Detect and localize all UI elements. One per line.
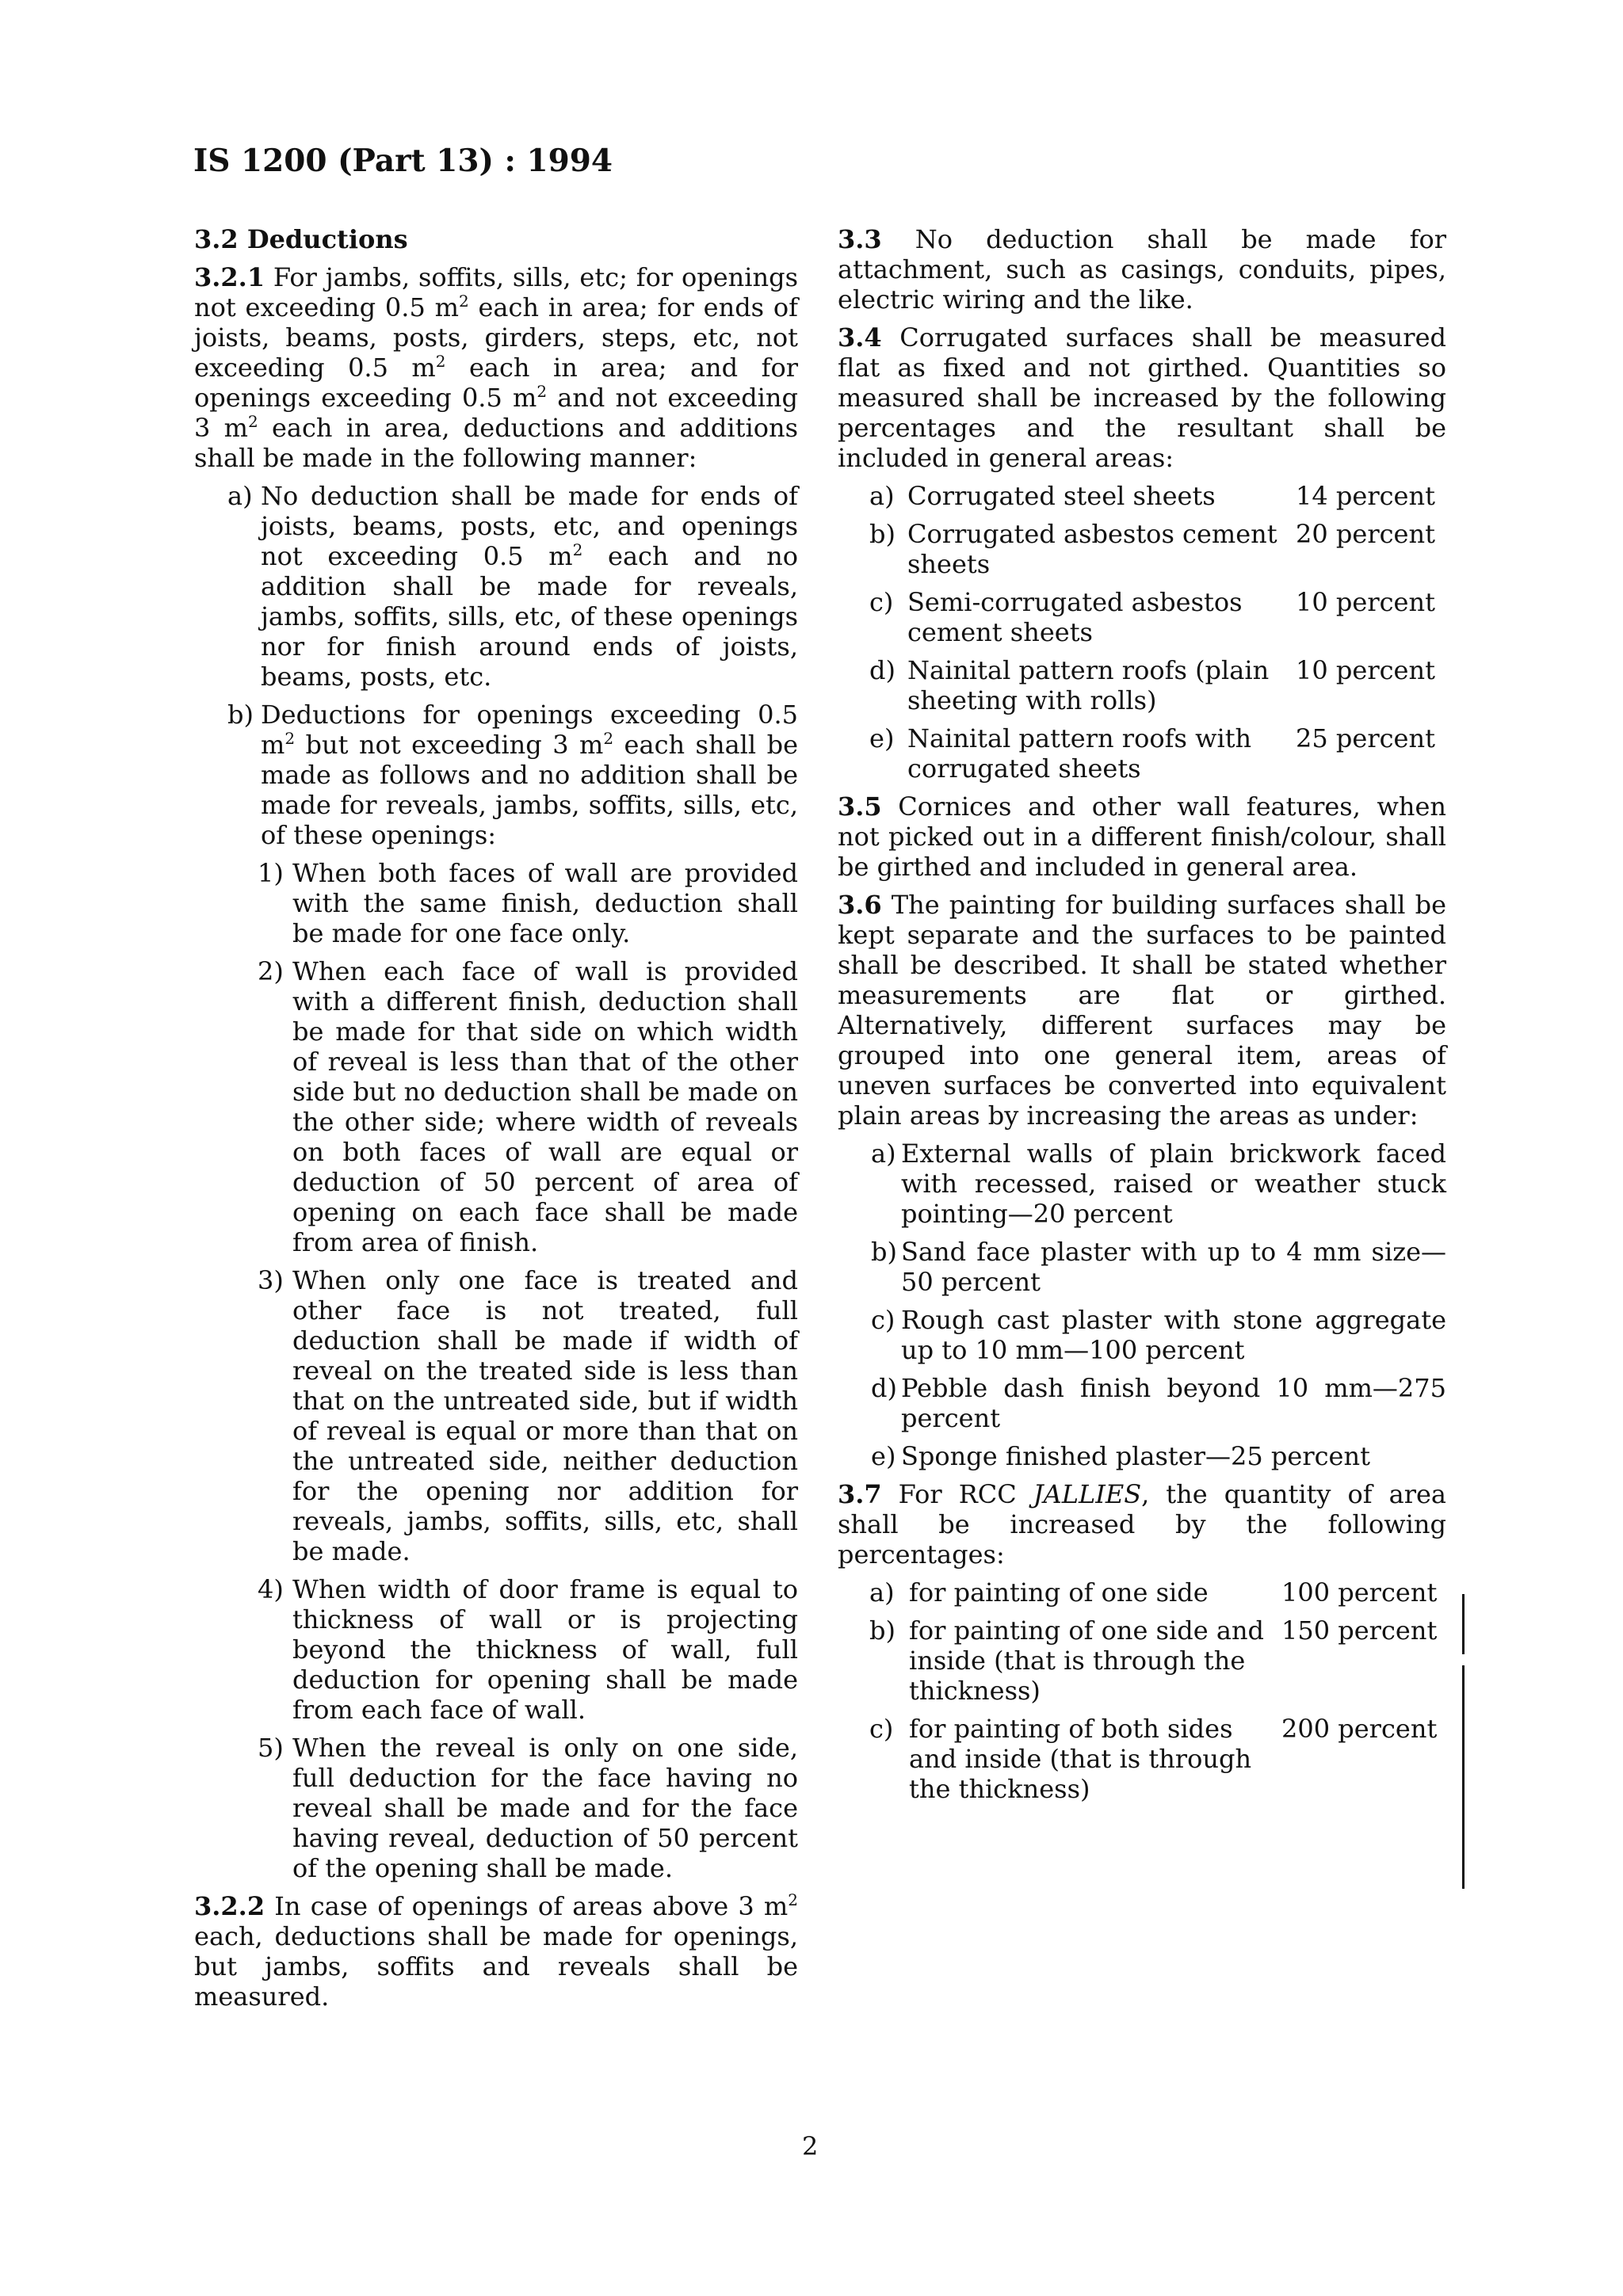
table-row [869,481,1446,511]
table-row [869,519,1446,579]
row-label: e) [869,723,895,753]
right-column [838,224,1446,1812]
list-item [871,1237,1446,1297]
list-item-a [227,481,798,692]
clause-number: 3.2.2 [194,1891,265,1921]
row-percentage: 25 percent [1296,723,1435,753]
sub-list-text: When width of door frame is equal to thickness of wall or is projecting beyond the thickness of wall, full deduction for opening shall be made from each face of wall. [292,1574,798,1725]
clause-3-7: 3.7 For RCC JALLIES, the quantity of area shall be increased by the following percentages: [838,1479,1446,1569]
sub-list-label: 2) [258,956,284,986]
table-row [869,587,1446,647]
row-description: Corrugated steel sheets [907,481,1216,511]
clause-3-6: 3.6 The painting for building surfaces shall be kept separate and the surfaces to be painted shall be described. It shall be stated whether measurements are flat or girthed. Alternatively, different surfaces may be grouped into one general item, areas of uneven surfaces be converted into equivalent plain areas by increasing the areas as under: [838,890,1446,1131]
row-percentage: 100 percent [1281,1577,1438,1608]
left-column [194,224,798,2019]
row-label: a) [869,481,895,511]
row-label: b) [869,519,896,549]
sub-list-item [258,1265,798,1566]
table-row [869,1714,1446,1804]
clause-3-4: 3.4 Corrugated surfaces shall be measured flat as fixed and not girthed. Quantities so measured shall be increased by the following percentages and the resultant shall be included in general areas: [838,322,1446,473]
row-label: a) [869,1577,895,1608]
table-row [869,1615,1446,1706]
row-percentage: 20 percent [1296,519,1435,549]
sub-list-item [258,1574,798,1725]
corrugated-percentage-table [869,481,1446,784]
clause-3-3: 3.3 No deduction shall be made for attachment, such as casings, conduits, pipes, electric wiring and the like. [838,224,1446,315]
row-description: Nainital pattern roofs (plain sheeting with rolls) [907,655,1270,715]
row-percentage: 200 percent [1281,1714,1438,1744]
list-label: e) [871,1441,896,1471]
sub-list-label: 3) [258,1265,284,1295]
list-text: Rough cast plaster with stone aggregate up to 10 mm—100 percent [901,1305,1446,1365]
clause-number: 3.2.1 [194,262,265,292]
clause-number: 3.6 [838,890,882,920]
row-percentage: 14 percent [1296,481,1435,511]
list-text: External walls of plain brickwork faced with recessed, raised or weather stuck pointing—20 percent [901,1138,1446,1229]
list-item-b [227,700,798,850]
list-text: Deductions for openings exceeding 0.5 $m^2$ but not exceeding 3 $m^2$ each shall be made as follows and no addition shall be made for reveals, jambs, soffits, sills, etc, of these openings: [261,700,799,850]
list-label: d) [871,1373,897,1403]
clause-number: 3.4 [838,322,882,353]
list-item [871,1305,1446,1365]
row-label: b) [869,1615,896,1646]
list-text: Sand face plaster with up to 4 mm size—50 percent [901,1237,1446,1297]
row-description: for painting of one side [909,1577,1209,1608]
list-label: b) [227,700,254,730]
row-label: c) [869,1714,894,1744]
sub-list-label: 5) [258,1733,284,1763]
list-text: Pebble dash finish beyond 10 mm—275 percent [901,1373,1446,1433]
revision-bar [1462,1594,1465,1654]
list-text: Sponge finished plaster—25 percent [901,1441,1370,1471]
row-label: c) [869,587,894,617]
row-percentage: 10 percent [1296,587,1435,617]
revision-bar [1462,1665,1465,1889]
clause-number: 3.7 [838,1479,882,1509]
sub-list-label: 1) [258,858,284,888]
list-item [871,1441,1446,1471]
table-row [869,723,1446,784]
row-description: Semi-corrugated asbestos cement sheets [907,587,1243,647]
list-item [871,1373,1446,1433]
row-label: d) [869,655,896,685]
row-percentage: 150 percent [1281,1615,1438,1646]
list-text: No deduction shall be made for ends of joists, beams, posts, etc, and openings not exceeding 0.5 $m^2$ each and no addition shall be made for reveals, jambs, soffits, sills, etc, of these openings nor for finish around ends of joists, beams, posts, etc. [261,481,799,692]
row-percentage: 10 percent [1296,655,1435,685]
row-description: Nainital pattern roofs with corrugated sheets [907,723,1252,784]
sub-list-text: When the reveal is only on one side, full deduction for the face having no reveal shall be made and for the face having reveal, deduction of 50 percent of the opening shall be made. [292,1733,798,1883]
table-row [869,655,1446,715]
row-description: Corrugated asbestos cement sheets [907,519,1277,579]
clause-3-2-2: 3.2.2 In case of openings of areas above 3 $m^2$ each, deductions shall be made for openings, but jambs, soffits and reveals shall be measured. [194,1890,798,2012]
jallies-percentage-table [869,1577,1446,1804]
page-number: 2 [802,2131,819,2161]
sub-list-item [258,858,798,948]
standard-title: IS 1200 (Part 13) : 1994 [193,143,613,179]
list-item [871,1138,1446,1229]
list-label: b) [871,1237,897,1267]
sub-list-item [258,1733,798,1883]
sub-list-text: When each face of wall is provided with a different finish, deduction shall be made for that side on which width of reveal is less than that of the other side but no deduction shall be made on the other side; where width of reveals on both faces of wall are equal or deduction of 50 percent of area of opening on each face shall be made from area of finish. [292,956,798,1257]
sub-list-text: When only one face is treated and other face is not treated, full deduction shall be made if width of reveal on the treated side is less than that on the untreated side, but if width of reveal is equal or more than that on the untreated side, neither deduction for the opening nor addition for reveals, jambs, soffits, sills, etc, shall be made. [292,1265,798,1566]
clause-3-5: 3.5 Cornices and other wall features, when not picked out in a different finish/colour, shall be girthed and included in general area. [838,791,1446,882]
sub-list-item [258,956,798,1257]
table-row [869,1577,1446,1608]
list-label: a) [871,1138,896,1169]
row-description: for painting of one side and inside (that is through the thickness) [909,1615,1265,1706]
row-description: for painting of both sides and inside (that is through the thickness) [909,1714,1252,1804]
sub-list-text: When both faces of wall are provided with the same finish, deduction shall be made for one face only. [292,858,798,948]
clause-number: 3.3 [838,224,882,254]
clause-number: 3.5 [838,791,882,822]
list-label: a) [227,481,253,511]
sub-list-label: 4) [258,1574,284,1604]
list-label: c) [871,1305,896,1335]
section-heading-3-2: 3.2 Deductions [194,224,408,254]
clause-3-2-1: 3.2.1 For jambs, soffits, sills, etc; for openings not exceeding 0.5 $m^2$ each in area; for ends of joists, beams, posts, girders, steps, etc, not exceeding 0.5 $m^2$ each in area; and for openings exceeding 0.5 $m^2$ and not exceeding 3 $m^2$ each in area, deductions and additions shall be made in the following manner: [194,262,799,473]
